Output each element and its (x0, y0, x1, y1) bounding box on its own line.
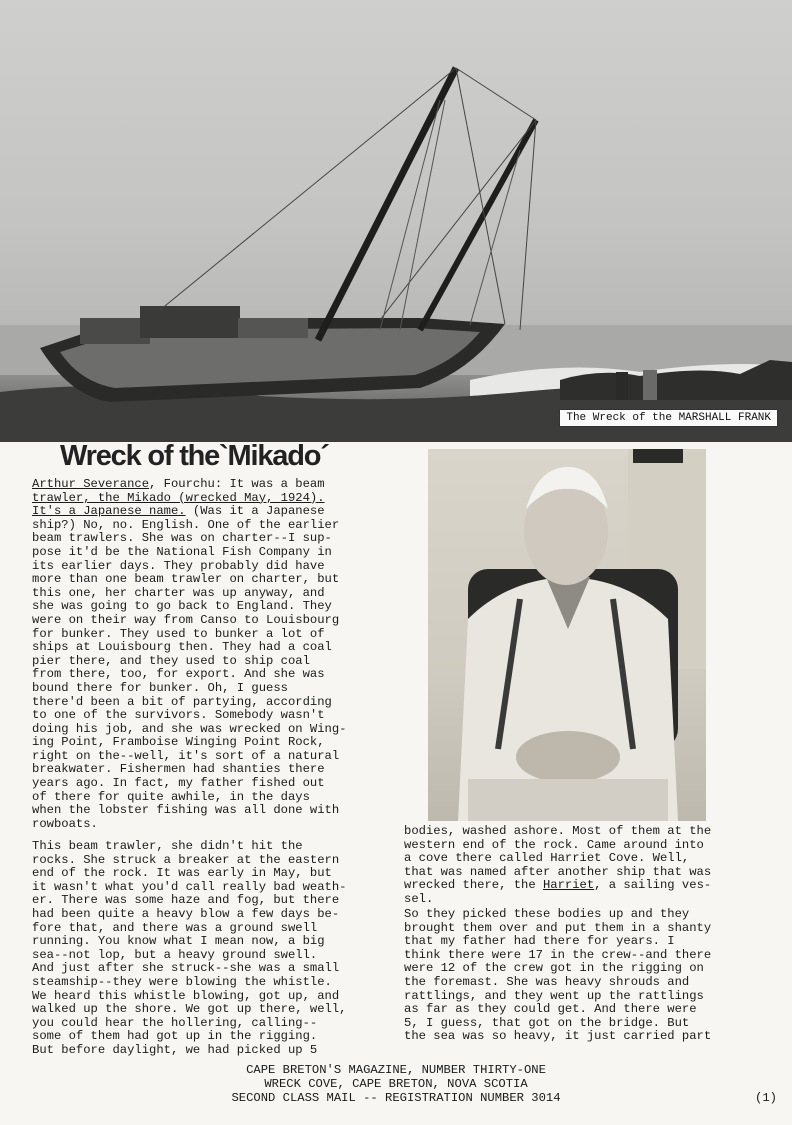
paragraph-beam-trawler: This beam trawler, she didn't hit the rocks. She struck a breaker at the eastern end of the rock. It was early in May, but it wasn't what you'd call really bad weath- er. There was some haze and fog, but there had been quite a heavy blow a few days be- fore that, and there was a ground swell running. You know what I mean now, a big sea--not lop, but a heavy ground swell. And just after she struck--she was a small steamship--they were blowing the whistle. We heard this whistle blowing, got up, and walked up the shore. We got up there, well, you could hear the hollering, calling-- some of them had got up in the rigging. But before daylight, we had picked up 5 (32, 839, 347, 1057)
intro-seg2: trawler, the Mikado (wrecked May, 1924). (32, 490, 325, 505)
bodies-tail: , a sailing ves- sel. (404, 878, 712, 906)
bodies-text: bodies, washed ashore. Most of them at the western end of the rock. Came around into a cove there called Harriet Cove. Well, that was named after another ship that was wrecked there, the (404, 824, 712, 893)
shipwreck-illustration (0, 0, 792, 442)
footer-line-mail: SECOND CLASS MAIL -- REGISTRATION NUMBER 3014 (231, 1091, 561, 1105)
paragraph-intro (32, 478, 347, 831)
intro-body: (Was it a Japanese ship?) No, no. English. One of the earlier beam trawlers. She was on charter--I sup- pose it'd be the National Fish Company in its earlier days. They probably did have more than one beam trawler on charter, but this one, her charter was up anyway, and she was going to go back to England. They were on their way from Canso to Louisbourg for bunker. They used to bunker a lot of ships at Louisbourg then. They had a coal pier there, and they used to ship coal from there, too, for export. And she was bound there for bunker. Oh, I guess there'd been a bit of partying, according to one of the survivors. Somebody wasn't doing his job, and she was wrecked on Wing- ing Point, Framboise Winging Point Rock, right on the--well, it's sort of a natural breakwater. Fishermen had shanties there years ago. In fact, my father fished out of there for quite awhile, in the days when the lobster fishing was all done with rowboats. (32, 504, 347, 831)
portrait-illustration (428, 449, 706, 821)
footer-line-magazine: CAPE BRETON'S MAGAZINE, NUMBER THIRTY-ONE (246, 1063, 546, 1077)
intro-seg3: It's a Japanese name. (32, 504, 186, 519)
paragraph-bodies (404, 825, 711, 907)
ship-name-harriet: Harriet (542, 878, 595, 893)
photo-caption: The Wreck of the MARSHALL FRANK (559, 409, 778, 427)
article-title: Wreck of the`Mikado´ (60, 440, 329, 472)
footer-line-address: WRECK COVE, CAPE BRETON, NOVA SCOTIA (264, 1077, 528, 1091)
intro-seg1: , Fourchu: It was a beam (149, 477, 325, 491)
paragraph-crew: So they picked these bodies up and they brought them over and put them in a shanty that my father had there for years. I think there were 17 in the crew--and there were 12 of the crew got in the rigging on the foremast. She was heavy shrouds and rattlings, and they went up the rattlings as far as they could get. And there were 5, I guess, that got on the bridge. But the sea was so heavy, it just carried part (404, 907, 712, 1044)
page-number: (1) (755, 1091, 777, 1105)
magazine-footer (0, 1063, 792, 1105)
shipwreck-photo (0, 0, 792, 442)
portrait-photo (428, 449, 706, 821)
speaker-name: Arthur Severance (32, 477, 150, 491)
